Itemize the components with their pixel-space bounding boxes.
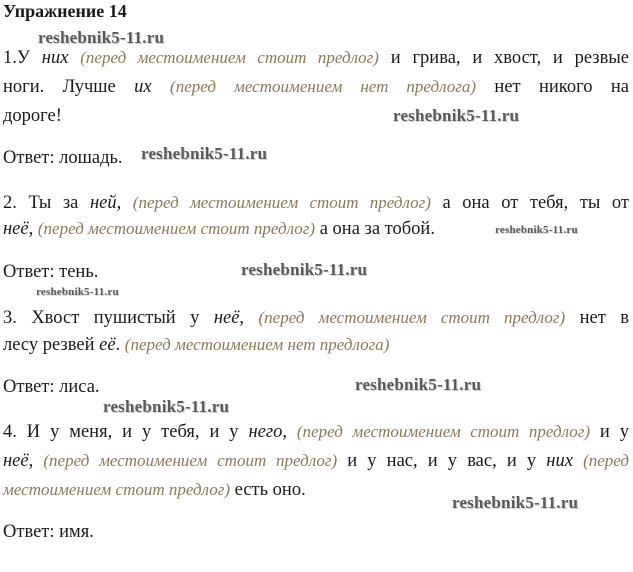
- watermark: reshebnik5-11.ru: [38, 28, 165, 47]
- watermark: reshebnik5-11.ru: [495, 224, 578, 236]
- q2-line-1: 2. Ты за ней, (перед местоимением стоит предлог) а она от тебя, ты от: [3, 193, 630, 213]
- watermark: reshebnik5-11.ru: [241, 260, 368, 279]
- q4-line-3: местоимением стоит предлог) есть оно.: [3, 480, 306, 500]
- q1-answer: Ответ: лошадь.: [3, 148, 123, 168]
- q1-line-3: дороге!: [3, 106, 62, 126]
- q4-line-1: 4. И у меня, и у тебя, и у него, (перед местоимением стоит предлог) и у: [3, 422, 630, 442]
- watermark: reshebnik5-11.ru: [393, 106, 520, 125]
- q4-line-2: неё, (перед местоимением стоит предлог) и у нас, и у вас, и у них (перед: [3, 451, 630, 471]
- q3-line-1: 3. Хвост пушистый у неё, (перед местоимением стоит предлог) нет в: [3, 308, 629, 328]
- q1-line-1: 1.У них (перед местоимением стоит предлог) и грива, и хвост, и резвые: [3, 48, 629, 68]
- q1-line-2: ноги. Лучше их (перед местоимением нет предлога) нет никого на: [3, 77, 629, 97]
- watermark: reshebnik5-11.ru: [452, 493, 579, 512]
- watermark: reshebnik5-11.ru: [36, 286, 119, 298]
- q3-line-2: лесу резвей её. (перед местоимением нет предлога): [3, 335, 390, 355]
- q2-answer: Ответ: тень.: [3, 262, 99, 282]
- watermark: reshebnik5-11.ru: [355, 375, 482, 394]
- exercise-title: Упражнение 14: [3, 1, 127, 21]
- q4-answer: Ответ: имя.: [3, 522, 94, 542]
- watermark: reshebnik5-11.ru: [141, 144, 268, 163]
- q3-answer: Ответ: лиса.: [3, 377, 100, 397]
- watermark: reshebnik5-11.ru: [103, 397, 230, 416]
- q2-line-2: неё, (перед местоимением стоит предлог) а она за тобой.: [3, 219, 435, 239]
